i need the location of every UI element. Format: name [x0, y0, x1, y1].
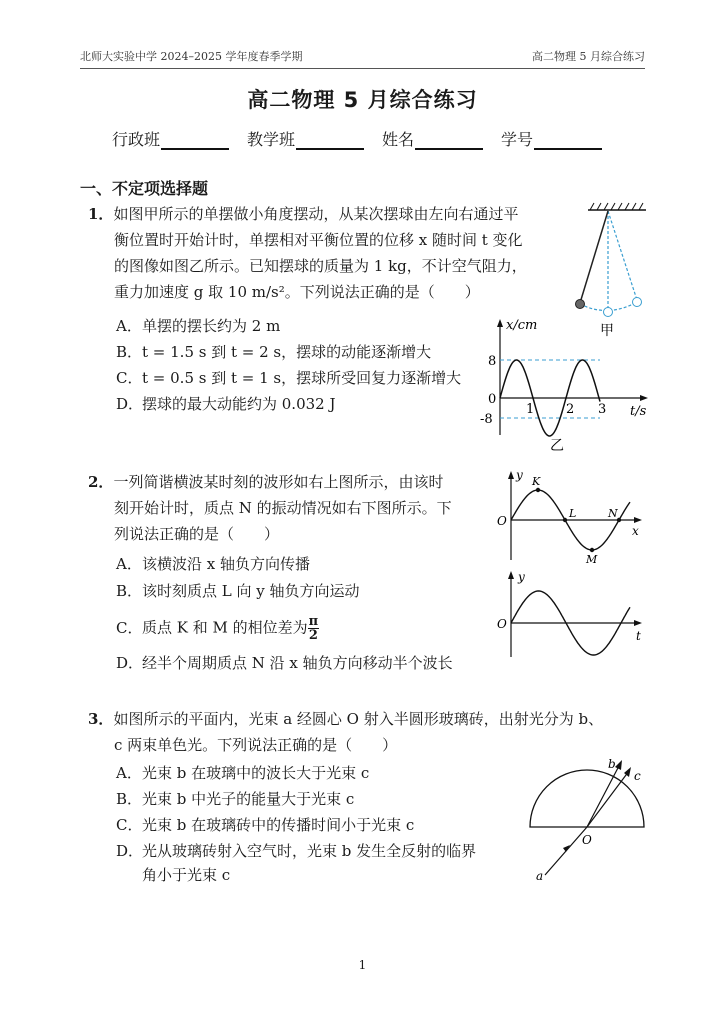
question-number: 3．: [88, 710, 114, 728]
q3-option-a[interactable]: [116, 761, 369, 785]
pendulum-bob: [576, 300, 585, 309]
blank-line: [415, 132, 483, 150]
header-school: 北师大实验中学 2024–2025 学年度春季学期: [80, 50, 303, 63]
label-o: O: [582, 833, 592, 847]
q3-line-1: 如图所示的平面内，光束 a 经圆心 O 射入半圆形玻璃砖，出射光分为 b、: [113, 710, 604, 728]
option-text-continued: 角小于光束 c: [142, 866, 231, 884]
q3-line-2: c 两束单色光。下列说法正确的是（ ）: [114, 736, 398, 754]
q1-line-3: 的图像如图乙所示。已知摆球的质量为 1 kg，不计空气阻力，: [114, 257, 527, 275]
q1-line-4: 重力加速度 g 取 10 m/s²。下列说法正确的是（ ）: [114, 283, 480, 301]
q2-option-a[interactable]: [116, 552, 310, 576]
field-student-id: [501, 127, 602, 150]
option-text: 光束 b 在玻璃中的波长大于光束 c: [142, 764, 370, 782]
option-label: B．: [116, 343, 143, 361]
q2-option-b[interactable]: [116, 579, 360, 603]
y-axis-label: y: [516, 468, 523, 482]
x-axis-label: x: [632, 524, 639, 538]
vibration-figure: [490, 565, 650, 665]
q3-option-d[interactable]: [116, 839, 476, 887]
option-text: 光束 b 在玻璃砖中的传播时间小于光束 c: [142, 816, 415, 834]
option-label: C．: [116, 816, 143, 834]
option-label: D．: [116, 654, 144, 672]
fraction-denominator: 2: [308, 628, 318, 643]
q2-line-2: 刻开始计时，质点 N 的振动情况如右下图所示。下: [114, 499, 452, 517]
y-tick-8: 8: [488, 354, 497, 369]
xt-graph: [470, 315, 660, 455]
y-axis-arrow: [508, 571, 514, 579]
field-admin-class: [112, 127, 229, 150]
option-text: 该横波沿 x 轴负方向传播: [142, 555, 310, 573]
y-axis-label: y: [518, 570, 525, 584]
field-name: [382, 127, 483, 150]
q1-option-d[interactable]: [116, 392, 336, 416]
figure-label-jia: 甲: [600, 323, 614, 339]
option-text: 质点 K 和 M 的相位差为: [142, 618, 308, 637]
option-text: 经半个周期质点 N 沿 x 轴负方向移动半个波长: [142, 654, 453, 672]
pendulum-figure: [570, 200, 660, 339]
page-title: 高二物理 5 月综合练习: [247, 88, 478, 112]
page-number: 1: [358, 958, 367, 972]
page-header: [80, 48, 645, 69]
x-axis-label: t/s: [630, 404, 647, 419]
section-heading: 一、不定项选择题: [80, 179, 209, 198]
ceiling-hatch: [590, 203, 643, 210]
q3-option-c[interactable]: [116, 813, 414, 837]
question-2: [88, 469, 452, 547]
ray-b-arrow: [615, 760, 622, 770]
label-a: a: [536, 869, 544, 883]
q1-option-c[interactable]: [116, 366, 461, 390]
header-course: 高二物理 5 月综合练习: [532, 50, 645, 63]
option-text: 光束 b 中光子的能量大于光束 c: [142, 790, 355, 808]
label-c: c: [634, 769, 641, 783]
option-text: 光从玻璃砖射入空气时，光束 b 发生全反射的临界: [142, 842, 477, 860]
q2-option-d[interactable]: [116, 651, 453, 675]
student-info-fields: [112, 127, 620, 150]
option-text: t = 0.5 s 到 t = 1 s，摆球所受回复力逐渐增大: [142, 369, 462, 387]
t-axis-arrow: [634, 620, 642, 626]
question-number: 2．: [88, 473, 114, 491]
origin-label: O: [497, 617, 507, 631]
ray-c: [587, 771, 629, 827]
option-label: A．: [116, 555, 142, 573]
field-label: 姓名: [382, 130, 415, 149]
option-text: 摆球的最大动能约为 0.032 J: [142, 395, 336, 413]
option-label: A．: [116, 764, 142, 782]
y-tick-0: 0: [488, 392, 497, 407]
t-axis-label: t: [636, 629, 641, 643]
fraction-numerator: π: [308, 614, 319, 629]
point-l: [563, 518, 567, 522]
y-axis-arrow: [508, 471, 514, 479]
ray-b: [587, 764, 620, 827]
label-b: b: [608, 757, 616, 771]
q3-option-b[interactable]: [116, 787, 354, 811]
field-teaching-class: [247, 127, 364, 150]
q1-option-a[interactable]: [116, 314, 280, 338]
option-text: 该时刻质点 L 向 y 轴负方向运动: [142, 582, 360, 600]
x-axis-arrow: [634, 517, 642, 523]
option-label: A．: [116, 317, 142, 335]
option-text: t = 1.5 s 到 t = 2 s，摆球的动能逐渐增大: [142, 343, 432, 361]
x-tick-1: 1: [526, 402, 535, 417]
q2-line-3: 列说法正确的是（ ）: [114, 525, 280, 543]
bob-ghost-right: [633, 298, 642, 307]
label-m: M: [586, 553, 598, 566]
blank-line: [534, 132, 602, 150]
x-axis-arrow: [640, 395, 648, 401]
label-k: K: [532, 475, 541, 488]
label-n: N: [608, 507, 618, 520]
fraction-pi-over-2: [308, 615, 320, 642]
right-position-line: [608, 211, 637, 300]
origin-label: O: [497, 514, 507, 528]
q2-line-1: 一列简谐横波某时刻的波形如右上图所示，由该时: [113, 473, 444, 491]
option-label: D．: [116, 395, 144, 413]
q1-line-1: 如图甲所示的单摆做小角度摆动，从某次摆球由左向右通过平: [113, 205, 519, 223]
y-axis-arrow: [497, 319, 503, 327]
field-label: 行政班: [112, 130, 161, 149]
option-label: B．: [116, 582, 143, 600]
question-1: [88, 201, 527, 305]
option-text: 单摆的摆长约为 2 m: [142, 317, 281, 335]
y-tick-neg8: -8: [480, 412, 493, 427]
wave-figure: [490, 465, 650, 565]
x-tick-2: 2: [566, 402, 575, 417]
option-label: B．: [116, 790, 143, 808]
glass-brick-figure: [510, 750, 660, 890]
field-label: 教学班: [247, 130, 296, 149]
q1-line-2: 衡位置时开始计时，单摆相对平衡位置的位移 x 随时间 t 变化: [114, 231, 523, 249]
y-axis-label: x/cm: [506, 318, 538, 333]
x-tick-3: 3: [598, 402, 607, 417]
blank-line: [161, 132, 229, 150]
option-label: C．: [116, 369, 143, 387]
q2-option-c[interactable]: [116, 615, 319, 642]
figure-label-yi: 乙: [550, 438, 564, 454]
pendulum-string: [580, 211, 608, 303]
option-label: C．: [116, 618, 143, 637]
point-m: [590, 548, 594, 552]
blank-line: [296, 132, 364, 150]
question-number: 1．: [88, 205, 114, 223]
semicircle-glass: [530, 770, 644, 827]
label-l: L: [569, 507, 577, 520]
point-k: [536, 488, 540, 492]
option-label: D．: [116, 842, 144, 860]
field-label: 学号: [501, 130, 534, 149]
q1-option-b[interactable]: [116, 340, 431, 364]
